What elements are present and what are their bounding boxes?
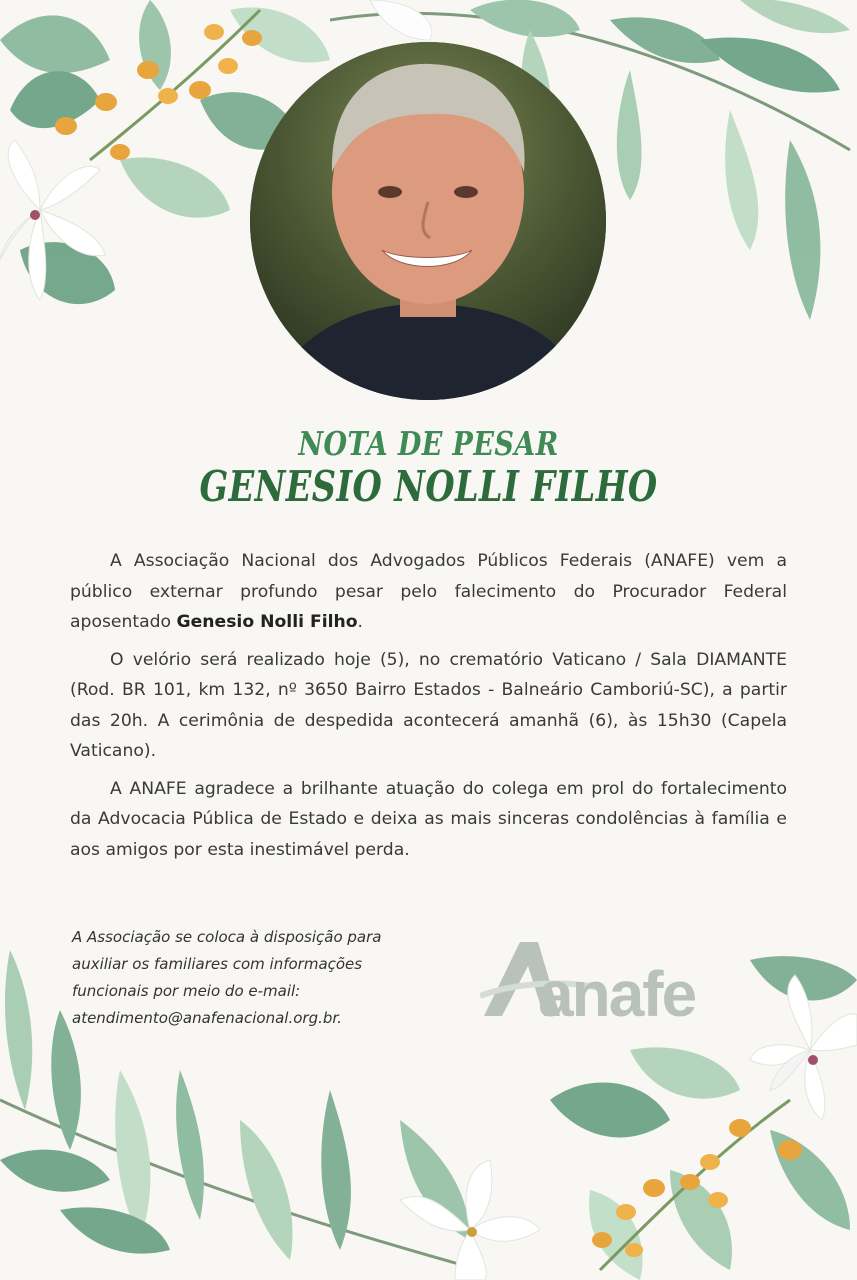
portrait-photo [250, 42, 606, 400]
paragraph-1: A Associação Nacional dos Advogados Públicos Federais (ANAFE) vem a público externar profundo pesar pelo falecimento do Procurador Federal aposentado Genesio Nolli Filho. [70, 551, 787, 632]
contact-email: atendimento@anafenacional.org.br. [72, 1009, 342, 1027]
body-text [70, 546, 787, 872]
lily-flower-icon [750, 975, 857, 1120]
contact-note: A Associação se coloca à disposição para auxiliar os familiares com informações funcionais por meio do e-mail: atendimento@anafenacional.org.br. [72, 924, 472, 1032]
foliage-bottom-left-decoration [0, 950, 560, 1280]
paragraph-2: O velório será realizado hoje (5), no crematório Vaticano / Sala DIAMANTE (Rod. BR 101, km 132, nº 3650 Bairro Estados - Balneário Camboriú-SC), a partir das 20h. A cerimônia de despedida acontecerá amanhã (6), às 15h30 (Capela Vaticano). [70, 649, 787, 761]
logo-wordmark: anafe [538, 958, 696, 1026]
paragraph-3: A ANAFE agradece a brilhante atuação do colega em prol do fortalecimento da Advocacia Pública de Estado e deixa as mais sinceras condolências à família e aos amigos por esta inestimável perda. [70, 778, 787, 860]
title-deceased-name: GENESIO NOLLI FILHO [199, 462, 658, 511]
floral-bottom-right-decoration [530, 950, 857, 1280]
deceased-name-bold: Genesio Nolli Filho [176, 612, 358, 632]
title-nota-de-pesar: NOTA DE PESAR [298, 424, 559, 463]
person-silhouette-icon [250, 42, 606, 400]
